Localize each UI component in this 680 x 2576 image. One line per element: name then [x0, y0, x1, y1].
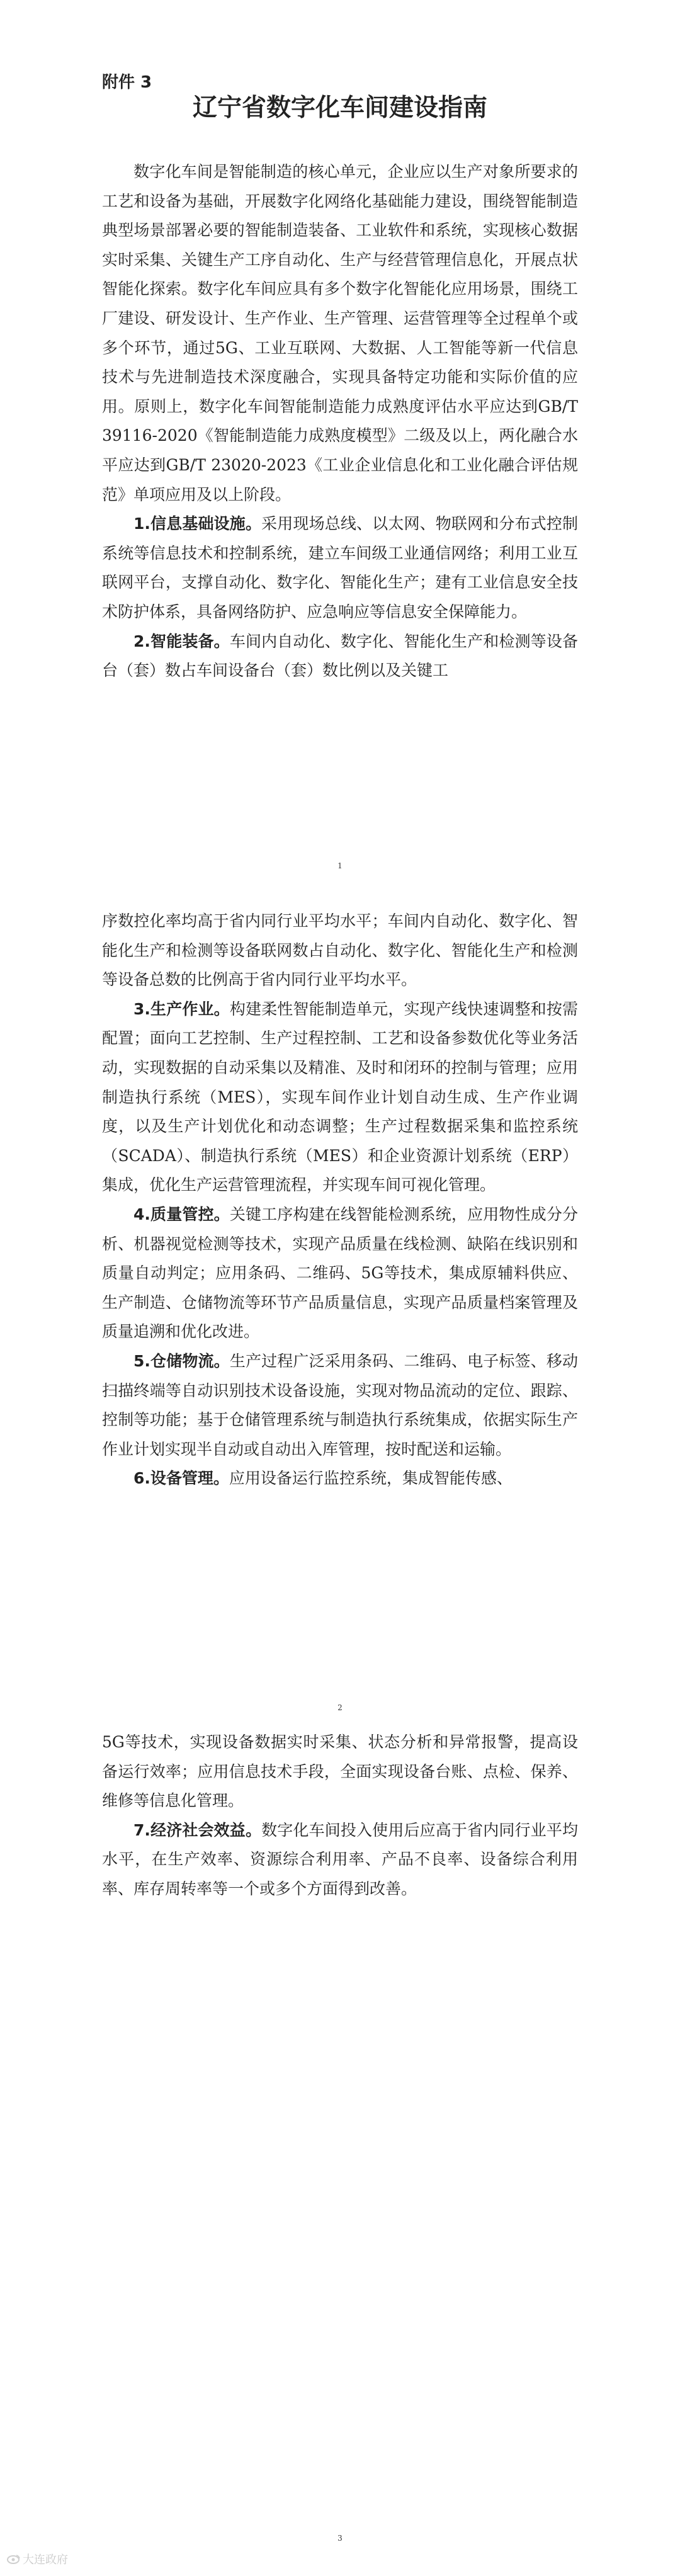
item-6-continued: 5G等技术，实现设备数据实时采集、状态分析和异常报警，提高设备运行效率；应用信息技术手段，全面实现设备台账、点检、保养、维修等信息化管理。 [102, 1733, 578, 1810]
item-2-continued: 序数控化率均高于省内同行业平均水平；车间内自动化、数字化、智能化生产和检测等设备联网数占自动化、数字化、智能化生产和检测等设备总数的比例高于省内同行业平均水平。 [102, 912, 578, 989]
item-3-text: 构建柔性智能制造单元，实现产线快速调整和按需配置；面向工艺控制、生产过程控制、工艺和设备参数优化等业务活动，实现数据的自动采集以及精准、及时和闭环的控制与管理；应用制造执行系统（MES），实现车间作业计划自动生成、生产作业调度，以及生产计划优化和动态调整；生产过程数据采集和监控系统（SCADA）、制造执行系统（MES）和企业资源计划系统（ERP）集成，优化生产运营管理流程，并实现车间可视化管理。 [102, 999, 578, 1194]
item-2-paragraph [102, 627, 578, 686]
page-1 [0, 0, 680, 882]
item-5-text: 生产过程广泛采用条码、二维码、电子标签、移动扫描终端等自动识别技术设备设施，实现对物品流动的定位、跟踪、控制等功能；基于仓储管理系统与制造执行系统集成，依据实际生产作业计划实现半自动或自动出入库管理，按时配送和运输。 [102, 1351, 578, 1458]
document-title: 辽宁省数字化车间建设指南 [192, 94, 487, 122]
item-7-text: 数字化车间投入使用后应高于省内同行业平均水平，在生产效率、资源综合利用率、产品不良率、设备综合利用率、库存周转率等一个或多个方面得到改善。 [102, 1820, 578, 1898]
item-2-heading: 2.智能装备。 [133, 632, 230, 650]
item-1-text: 采用现场总线、以太网、物联网和分布式控制系统等信息技术和控制系统，建立车间级工业通信网络；利用工业互联网平台，支撑自动化、数字化、智能化生产；建有工业信息安全技术防护体系，具备网络防护、应急响应等信息安全保障能力。 [102, 514, 578, 621]
attachment-label: 附件 3 [102, 73, 152, 92]
page-number: 1 [337, 861, 343, 870]
item-6-text: 应用设备运行监控系统，集成智能传感、 [229, 1469, 513, 1488]
page-2 [0, 882, 680, 1725]
page-1-body [102, 157, 578, 686]
item-4-heading: 4.质量管控。 [133, 1205, 230, 1223]
item-4-paragraph [102, 1200, 578, 1347]
item-1-heading: 1.信息基础设施。 [133, 514, 262, 533]
item-6-heading: 6.设备管理。 [133, 1469, 229, 1488]
intro-paragraph: 数字化车间是智能制造的核心单元，企业应以生产对象所要求的工艺和设备为基础，开展数字化网络化基础能力建设，围绕智能制造典型场景部署必要的智能制造装备、工业软件和系统，实现核心数据实时采集、关键生产工序自动化、生产与经营管理信息化，开展点状智能化探索。数字化车间应具有多个数字化智能化应用场景，围绕工厂建设、研发设计、生产作业、生产管理、运营管理等全过程单个或多个环节，通过5G、工业互联网、大数据、人工智能等新一代信息技术与先进制造技术深度融合，实现具备特定功能和实际价值的应用。原则上，数字化车间智能制造能力成熟度评估水平应达到GB/T 39116-2020《智能制造能力成熟度模型》二级及以上，两化融合水平应达到GB/T 23020-2023《工业企业信息化和工业化融合评估规范》单项应用及以上阶段。 [102, 162, 578, 504]
item-6-paragraph [102, 1464, 578, 1494]
page-number: 3 [337, 2534, 343, 2543]
item-7-paragraph [102, 1816, 578, 1904]
page-2-body [102, 907, 578, 1494]
sina-eye-icon [6, 2554, 20, 2564]
page-3-body [102, 1728, 578, 1904]
item-1-paragraph [102, 509, 578, 627]
item-7-heading: 7.经济社会效益。 [133, 1820, 262, 1839]
page-number: 2 [337, 1703, 343, 1712]
item-5-heading: 5.仓储物流。 [133, 1351, 230, 1370]
watermark-text: 大连政府 [23, 2553, 68, 2567]
watermark [6, 2551, 68, 2567]
item-3-paragraph [102, 995, 578, 1200]
item-4-text: 关键工序构建在线智能检测系统，应用物性成分分析、机器视觉检测等技术，实现产品质量在线检测、缺陷在线识别和质量自动判定；应用条码、二维码、5G等技术，集成原辅料供应、生产制造、仓储物流等环节产品质量信息，实现产品质量档案管理及质量追溯和优化改进。 [102, 1205, 578, 1341]
item-3-heading: 3.生产作业。 [133, 999, 230, 1018]
page-3 [0, 1725, 680, 2576]
item-5-paragraph [102, 1347, 578, 1464]
item-2-text: 车间内自动化、数字化、智能化生产和检测等设备台（套）数占车间设备台（套）数比例以及关键工 [102, 632, 578, 680]
